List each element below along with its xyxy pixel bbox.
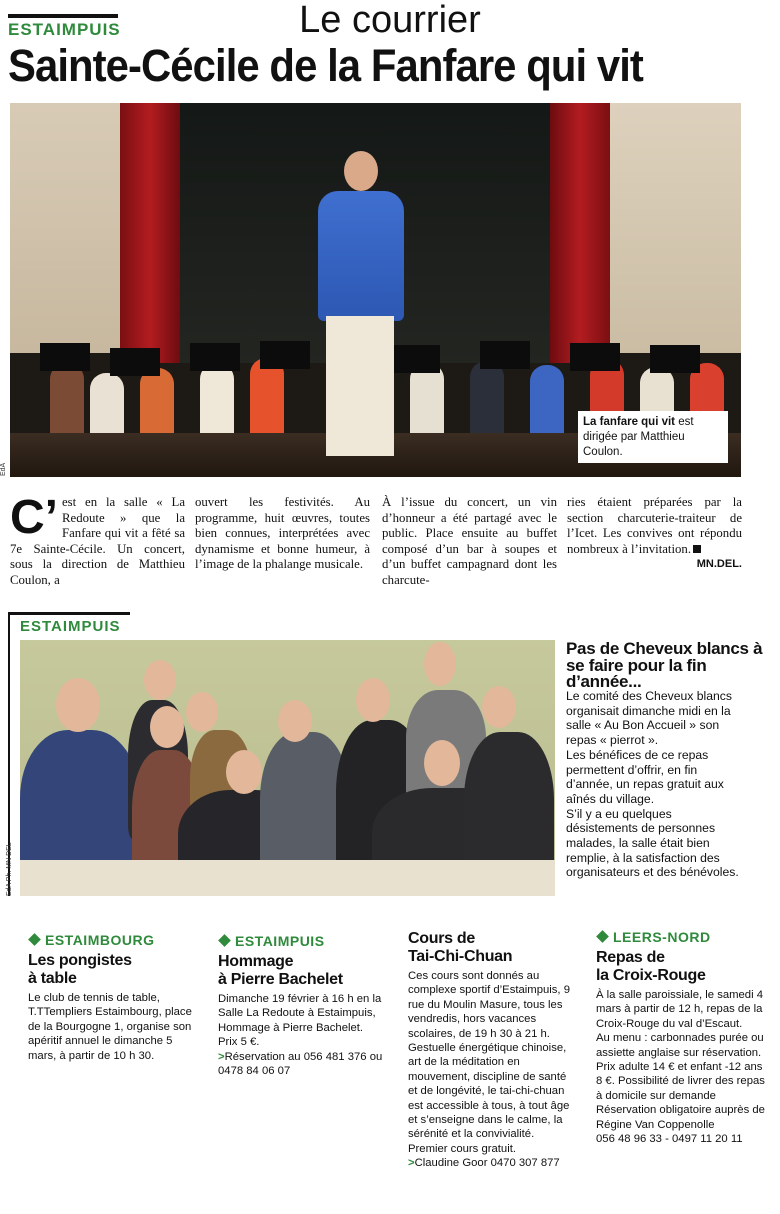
photo-credit: EdA Ph. MN DEL (6, 842, 13, 896)
article-body (566, 689, 742, 880)
author-signoff: MN.DEL. (696, 558, 742, 570)
contact-line: >Réservation au 056 481 376 ou 0478 84 06 07 (218, 1050, 383, 1078)
column-text: ries étaient préparées par la section charcuterie-traiteur de l’Icet. Les convives ont répondu nombreux à l’invitation. (567, 495, 742, 556)
brief-body: À la salle paroissiale, le samedi 4 mars à partir de 12 h, repas de la Croix-Rouge du val d’Escaut. Au menu : carbonnades purée ou assiette anglaise sur réservation. Prix adulte 14 € et enfant -12 ans 8 €. Possibilité de livrer des repas à domicile sur demande Réservation obligatoire auprès de Régine Van Coppenolle 056 48 96 33 - 0497 11 20 11 (596, 989, 765, 1146)
article-column-1 (10, 491, 185, 588)
brief-title: Repas de la Croix-Rouge (596, 949, 706, 984)
photo-credit: EdA (0, 462, 7, 476)
article-headline: Sainte-Cécile de la Fanfare qui vit (8, 40, 643, 91)
column-text: ouvert les festivités. Au programme, huit œuvres, toutes bien connues, interprétées avec dynamisme et bonne humeur, à l’image de la phalange musicale. (195, 495, 370, 571)
brief-kicker: ESTAIMBOURG (28, 931, 196, 949)
paragraph: Le comité des Cheveux blancs organisait dimanche midi en la salle « Au Bon Accueil » son repas « pierrot ». (566, 689, 732, 748)
caption-text: est dirigée par Matthieu Coulon. (583, 416, 694, 458)
end-mark-icon (693, 545, 701, 553)
arrow-icon: > (218, 1050, 225, 1063)
paragraph: Les bénéfices de ce repas permettent d’offrir, en fin d’année, un repas gratuit aux aînés du village. (566, 747, 724, 806)
brief-kicker: ESTAIMPUIS (218, 932, 386, 950)
section-kicker: ESTAIMPUIS (8, 20, 121, 39)
caption-bold: La fanfare qui vit (583, 416, 676, 428)
paragraph: S’il y a eu quelques désistements de personnes malades, la salle était bien remplie, à la satisfaction des organisateurs et des bénévoles. (566, 806, 739, 880)
brief-title: Cours de Tai-Chi-Chuan (408, 930, 513, 965)
diamond-icon (28, 933, 41, 946)
diamond-icon (596, 930, 609, 943)
article-column-2 (195, 495, 370, 573)
diamond-icon (218, 934, 231, 947)
brief-body: Le club de tennis de table, T.TTempliers Estaimbourg, place de la Bourgogne 1, organise son apéritif annuel le dimanche 5 mars, à partir de 10 h 30. (28, 992, 192, 1062)
brief-kicker: LEERS-NORD (596, 928, 766, 946)
article-headline: Pas de Cheveux blancs à se faire pour la fin d’année... (566, 639, 763, 691)
brief-estaimpuis (218, 932, 386, 1078)
brief-body: Dimanche 19 février à 16 h en la Salle La Redoute à Estaimpuis, Hommage à Pierre Bachelet. Prix 5 €. >Réservation au 056 481 376 ou 0478 84 06 07 (218, 992, 386, 1078)
section-kicker: ESTAIMPUIS (20, 618, 121, 635)
contact-line: >Claudine Goor 0470 307 877 (408, 1157, 560, 1170)
group-photo (20, 640, 555, 896)
article-column-4 (567, 495, 742, 573)
brief-tai-chi (408, 927, 578, 1171)
arrow-icon: > (408, 1157, 415, 1170)
newspaper-name: Le courrier (299, 0, 481, 41)
brief-estaimbourg (28, 931, 196, 1063)
article-column-3 (382, 495, 557, 588)
column-text: À l’issue du concert, un vin d’honneur a été partagé avec le public. Place ensuite au buffet composé d’un bar à soupes et d’un buffet campagnard dont les charcute- (382, 495, 557, 587)
conductor-figure (308, 151, 412, 477)
section-rule (8, 612, 130, 615)
brief-title: Les pongistes à table (28, 952, 132, 987)
brief-leers-nord (596, 928, 766, 1146)
column-text: est en la salle « La Redoute » que la Fanfare qui vit a fêté sa 7e Sainte-Cécile. Un concert, sous la direction de Matthieu Coulon, a (10, 495, 185, 587)
photo-caption (578, 411, 728, 463)
brief-body: Ces cours sont donnés au complexe sportif d’Estaimpuis, 9 rue du Moulin Masure, tous les vendredis, hors vacances scolaires, de 19 h 30 à 21 h. Gestuelle énergétique chinoise, art de la méditation en mouvement, discipline de santé et de longévité, le tai-chi-chuan est accessible à tous, à tout âge et s’enseigne dans le calme, la sérénité et la convivialité. Premier cours gratuit. >Claudine Goor 0470 307 877 (408, 969, 578, 1171)
brief-title: Hommage à Pierre Bachelet (218, 953, 343, 988)
drop-cap: C’ (10, 491, 58, 544)
